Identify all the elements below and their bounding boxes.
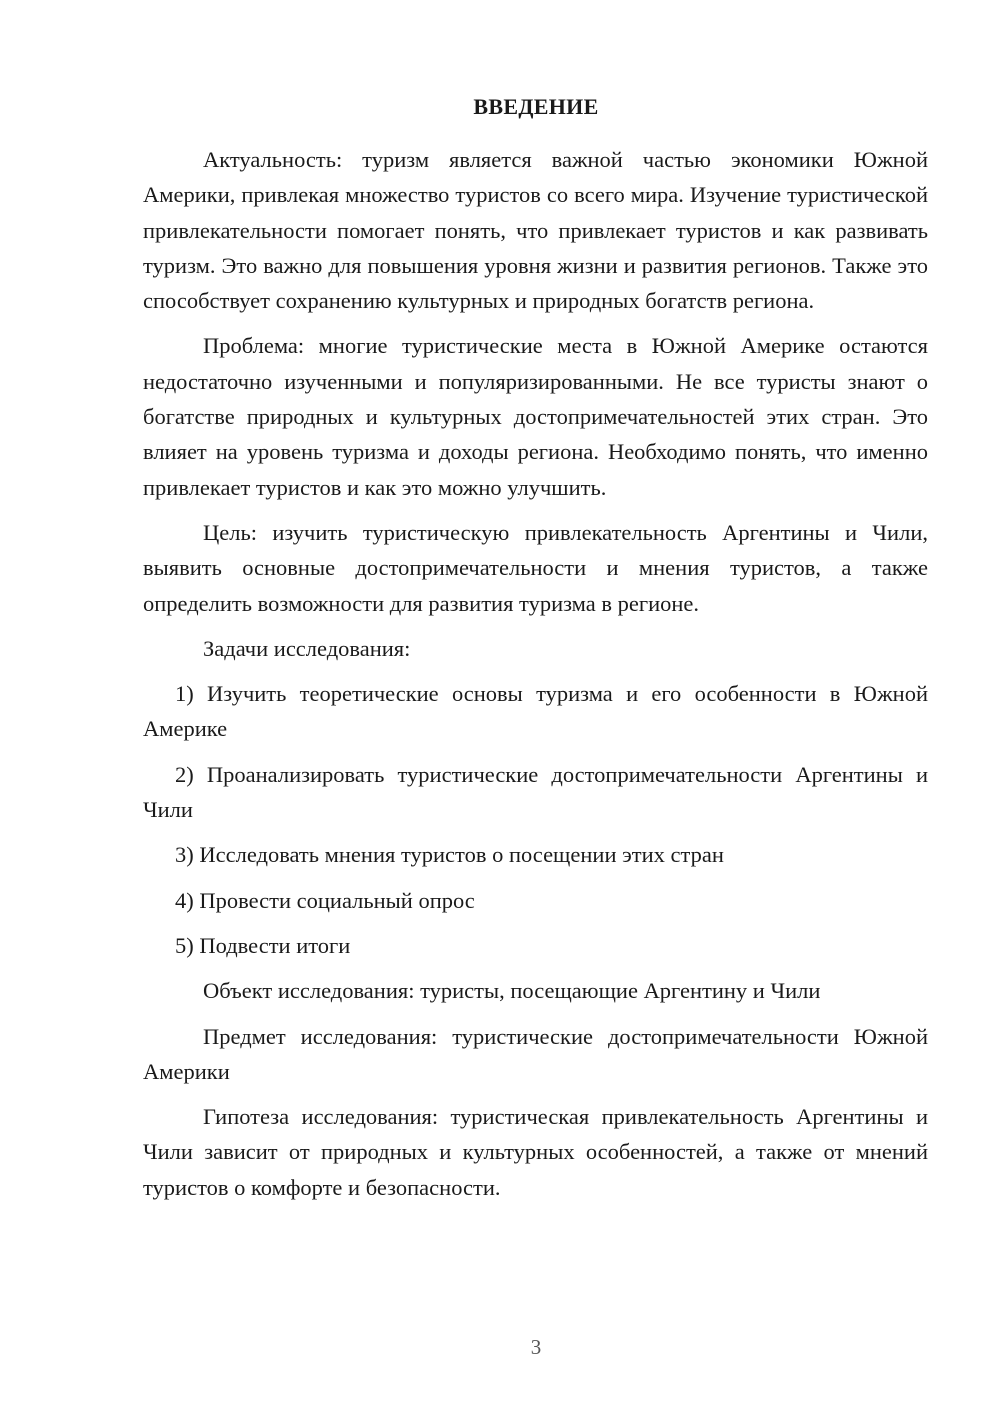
tasks-heading: Задачи исследования: xyxy=(203,635,411,661)
object-paragraph: Объект исследования: туристы, посещающие Аргентину и Чили xyxy=(203,978,821,1004)
task-item: 1) Изучить теоретические основы туризма и его особенности в Южной Америке xyxy=(143,681,928,742)
subject-paragraph: Предмет исследования: туристические достопримечательности Южной Америки xyxy=(143,1023,928,1084)
problem-paragraph: Проблема: многие туристические места в Южной Америке остаются недостаточно изученными и популяризированными. Не все туристы знают о богатстве природных и культурных достопримечательностей этих стран. Это влияет на уровень туризма и доходы региона. Необходимо понять, что именно привлекает туристов и как это можно улучшить. xyxy=(143,333,928,500)
task-item: 3) Исследовать мнения туристов о посещении этих стран xyxy=(175,842,724,868)
hypothesis-paragraph: Гипотеза исследования: туристическая привлекательность Аргентины и Чили зависит от природных и культурных особенностей, а также от мнений туристов о комфорте и безопасности. xyxy=(143,1104,928,1200)
goal-paragraph: Цель: изучить туристическую привлекательность Аргентины и Чили, выявить основные достопримечательности и мнения туристов, а также определить возможности для развития туризма в регионе. xyxy=(143,519,928,616)
task-item: 5) Подвести итоги xyxy=(175,932,351,958)
document-body xyxy=(143,142,928,1215)
page-title: ВВЕДЕНИЕ xyxy=(473,94,599,119)
task-item: 2) Проанализировать туристические достопримечательности Аргентины и Чили xyxy=(143,761,928,823)
relevance-paragraph: Актуальность: туризм является важной частью экономики Южной Америки, привлекая множество туристов со всего мира. Изучение туристической привлекательности помогает понять, что привлекает туристов и как развивать туризм. Это важно для повышения уровня жизни и развития регионов. Также это способствует сохранению культурных и природных богатств региона. xyxy=(143,147,928,314)
page-number: 3 xyxy=(530,1335,542,1359)
task-item: 4) Провести социальный опрос xyxy=(175,887,475,913)
